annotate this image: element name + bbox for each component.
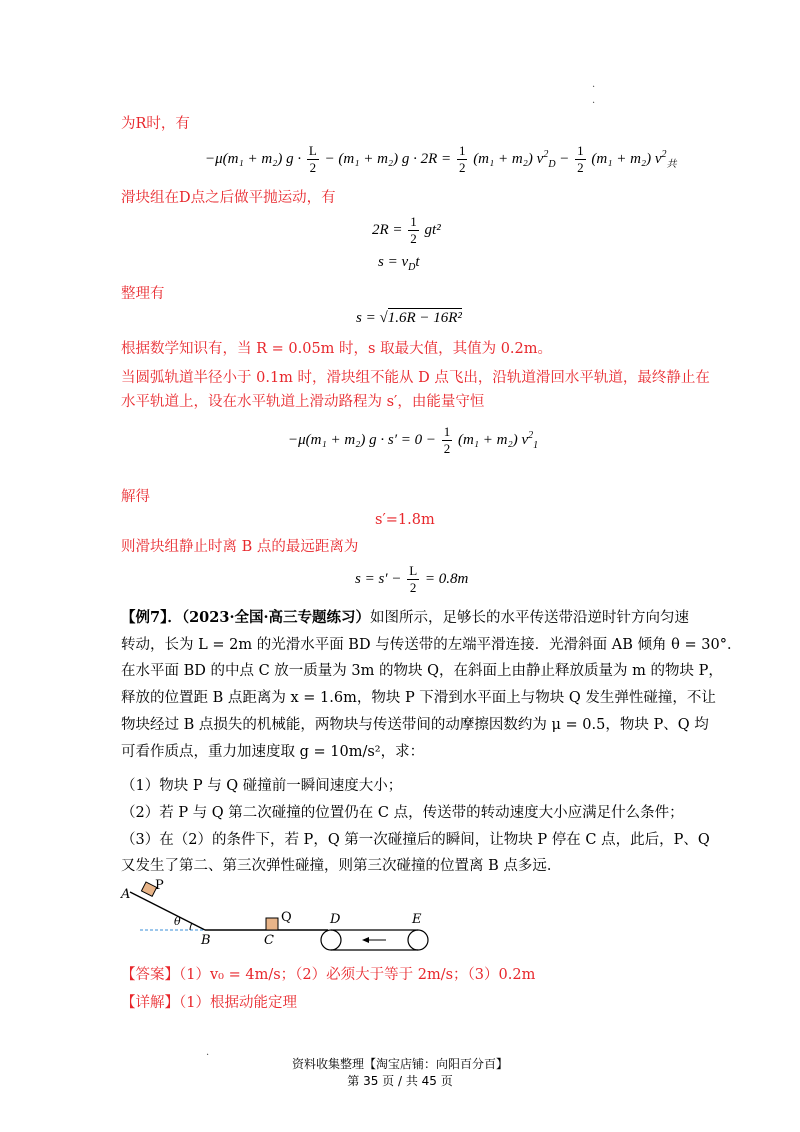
equation-energy: −μ(m₁ + m₂) g · $\frac{L}{2}$ − (m₁ + m₂) g · 2R = $\frac{1}{2}$ (m₁ + m₂) $v^2_D$ − $\frac{1}{2}$ (m₁ + m₂) $v^2_共$ bbox=[205, 143, 677, 175]
pulley-e bbox=[408, 930, 428, 950]
page-mark: · bbox=[206, 1050, 210, 1061]
equation-range: $s = v_Dt$ bbox=[378, 254, 420, 273]
detail-line bbox=[121, 993, 297, 1013]
footer-source: 资料收集整理【淘宝店铺：向阳百分百】 bbox=[291, 1057, 508, 1071]
equation-max-distance: s = s′ − $\frac{L}{2}$ = 0.8m bbox=[355, 563, 469, 595]
pulley-d bbox=[321, 930, 341, 950]
incline-ab bbox=[130, 892, 205, 930]
text-line: 水平轨道上，设在水平轨道上滑动路程为 s′，由能量守恒 bbox=[121, 394, 485, 410]
label-d: D bbox=[330, 912, 341, 927]
text-line: 解得 bbox=[121, 489, 150, 505]
text-line: 为R时，有 bbox=[121, 116, 190, 132]
text-line: 滑块组在D点之后做平抛运动，有 bbox=[121, 190, 336, 206]
question-2: （2）若 P 与 Q 第二次碰撞的位置仍在 C 点，传送带的转动速度大小应满足什么条件； bbox=[121, 805, 684, 821]
result-s-prime: s′=1.8m bbox=[375, 512, 435, 528]
belt-arrowhead bbox=[362, 937, 369, 943]
detail-text: （1）根据动能定理 bbox=[179, 995, 297, 1011]
text-line: 则滑块组静止时离 B 点的最远距离为 bbox=[121, 539, 359, 555]
block-q bbox=[266, 918, 278, 930]
problem-line: 物块经过 B 点损失的机械能，两物块与传送带间的动摩擦因数约为 μ = 0.5，物块 P、Q 均 bbox=[121, 717, 709, 733]
label-e: E bbox=[412, 912, 422, 927]
label-b: B bbox=[201, 933, 211, 948]
problem-tag: 【例7】．（2023·全国·高三专题练习） bbox=[121, 609, 371, 626]
label-a: A bbox=[121, 887, 131, 902]
label-p: P bbox=[155, 878, 164, 893]
detail-label: 【详解】 bbox=[121, 995, 179, 1011]
problem-line: 转动，长为 L = 2m 的光滑水平面 BD 与传送带的左端平滑连接．光滑斜面 AB 倾角 θ = 30°． bbox=[121, 637, 742, 653]
text-line: 根据数学知识有，当 R = 0.05m 时，s 取最大值，其值为 0.2m。 bbox=[121, 341, 553, 357]
label-c: C bbox=[264, 933, 274, 948]
text-line: 当圆弧轨道半径小于 0.1m 时，滑块组不能从 D 点飞出，沿轨道滑回水平轨道，最终静止在 bbox=[121, 370, 710, 386]
angle-arc bbox=[190, 923, 192, 930]
label-theta: θ bbox=[174, 915, 181, 928]
text-line: 整理有 bbox=[121, 286, 165, 302]
equation-s-root: s = √1.6R − 16R² bbox=[356, 310, 462, 326]
page-mark: · bbox=[592, 98, 596, 109]
problem-line: 【例7】．（2023·全国·高三专题练习）如图所示，足够长的水平传送带沿逆时针方向匀速 bbox=[121, 609, 690, 626]
equation-fall-height: 2R = $\frac{1}{2}$ gt² bbox=[372, 214, 441, 246]
answer-text: （1）v₀ = 4m/s；（2）必须大于等于 2m/s；（3）0.2m bbox=[179, 967, 536, 983]
problem-line: 可看作质点，重力加速度取 g = 10m/s²，求： bbox=[121, 744, 425, 760]
problem-line: 释放的位置距 B 点距离为 x = 1.6m，物块 P 下滑到水平面上与物块 Q 发生弹性碰撞，不让 bbox=[121, 690, 716, 706]
label-q: Q bbox=[281, 910, 292, 925]
page-mark: · bbox=[592, 82, 596, 93]
answer-line bbox=[121, 965, 535, 985]
problem-line: 在水平面 BD 的中点 C 放一质量为 3m 的物块 Q，在斜面上由静止释放质量为 m 的物块 P， bbox=[121, 663, 723, 679]
footer-page-number: 第 35 页 / 共 45 页 bbox=[347, 1074, 453, 1088]
answer-label: 【答案】 bbox=[121, 967, 179, 983]
question-3b: 又发生了第二、第三次弹性碰撞，则第三次碰撞的位置离 B 点多远． bbox=[121, 858, 562, 874]
equation-energy-friction: −μ(m₁ + m₂) g · s′ = 0 − $\frac{1}{2}$ (m₁ + m₂) $v^2_1$ bbox=[288, 424, 539, 456]
question-1: （1）物块 P 与 Q 碰撞前一瞬间速度大小； bbox=[121, 778, 403, 794]
question-3a: （3）在（2）的条件下，若 P，Q 第一次碰撞后的瞬间，让物块 P 停在 C 点，此后，P、Q bbox=[121, 832, 710, 848]
